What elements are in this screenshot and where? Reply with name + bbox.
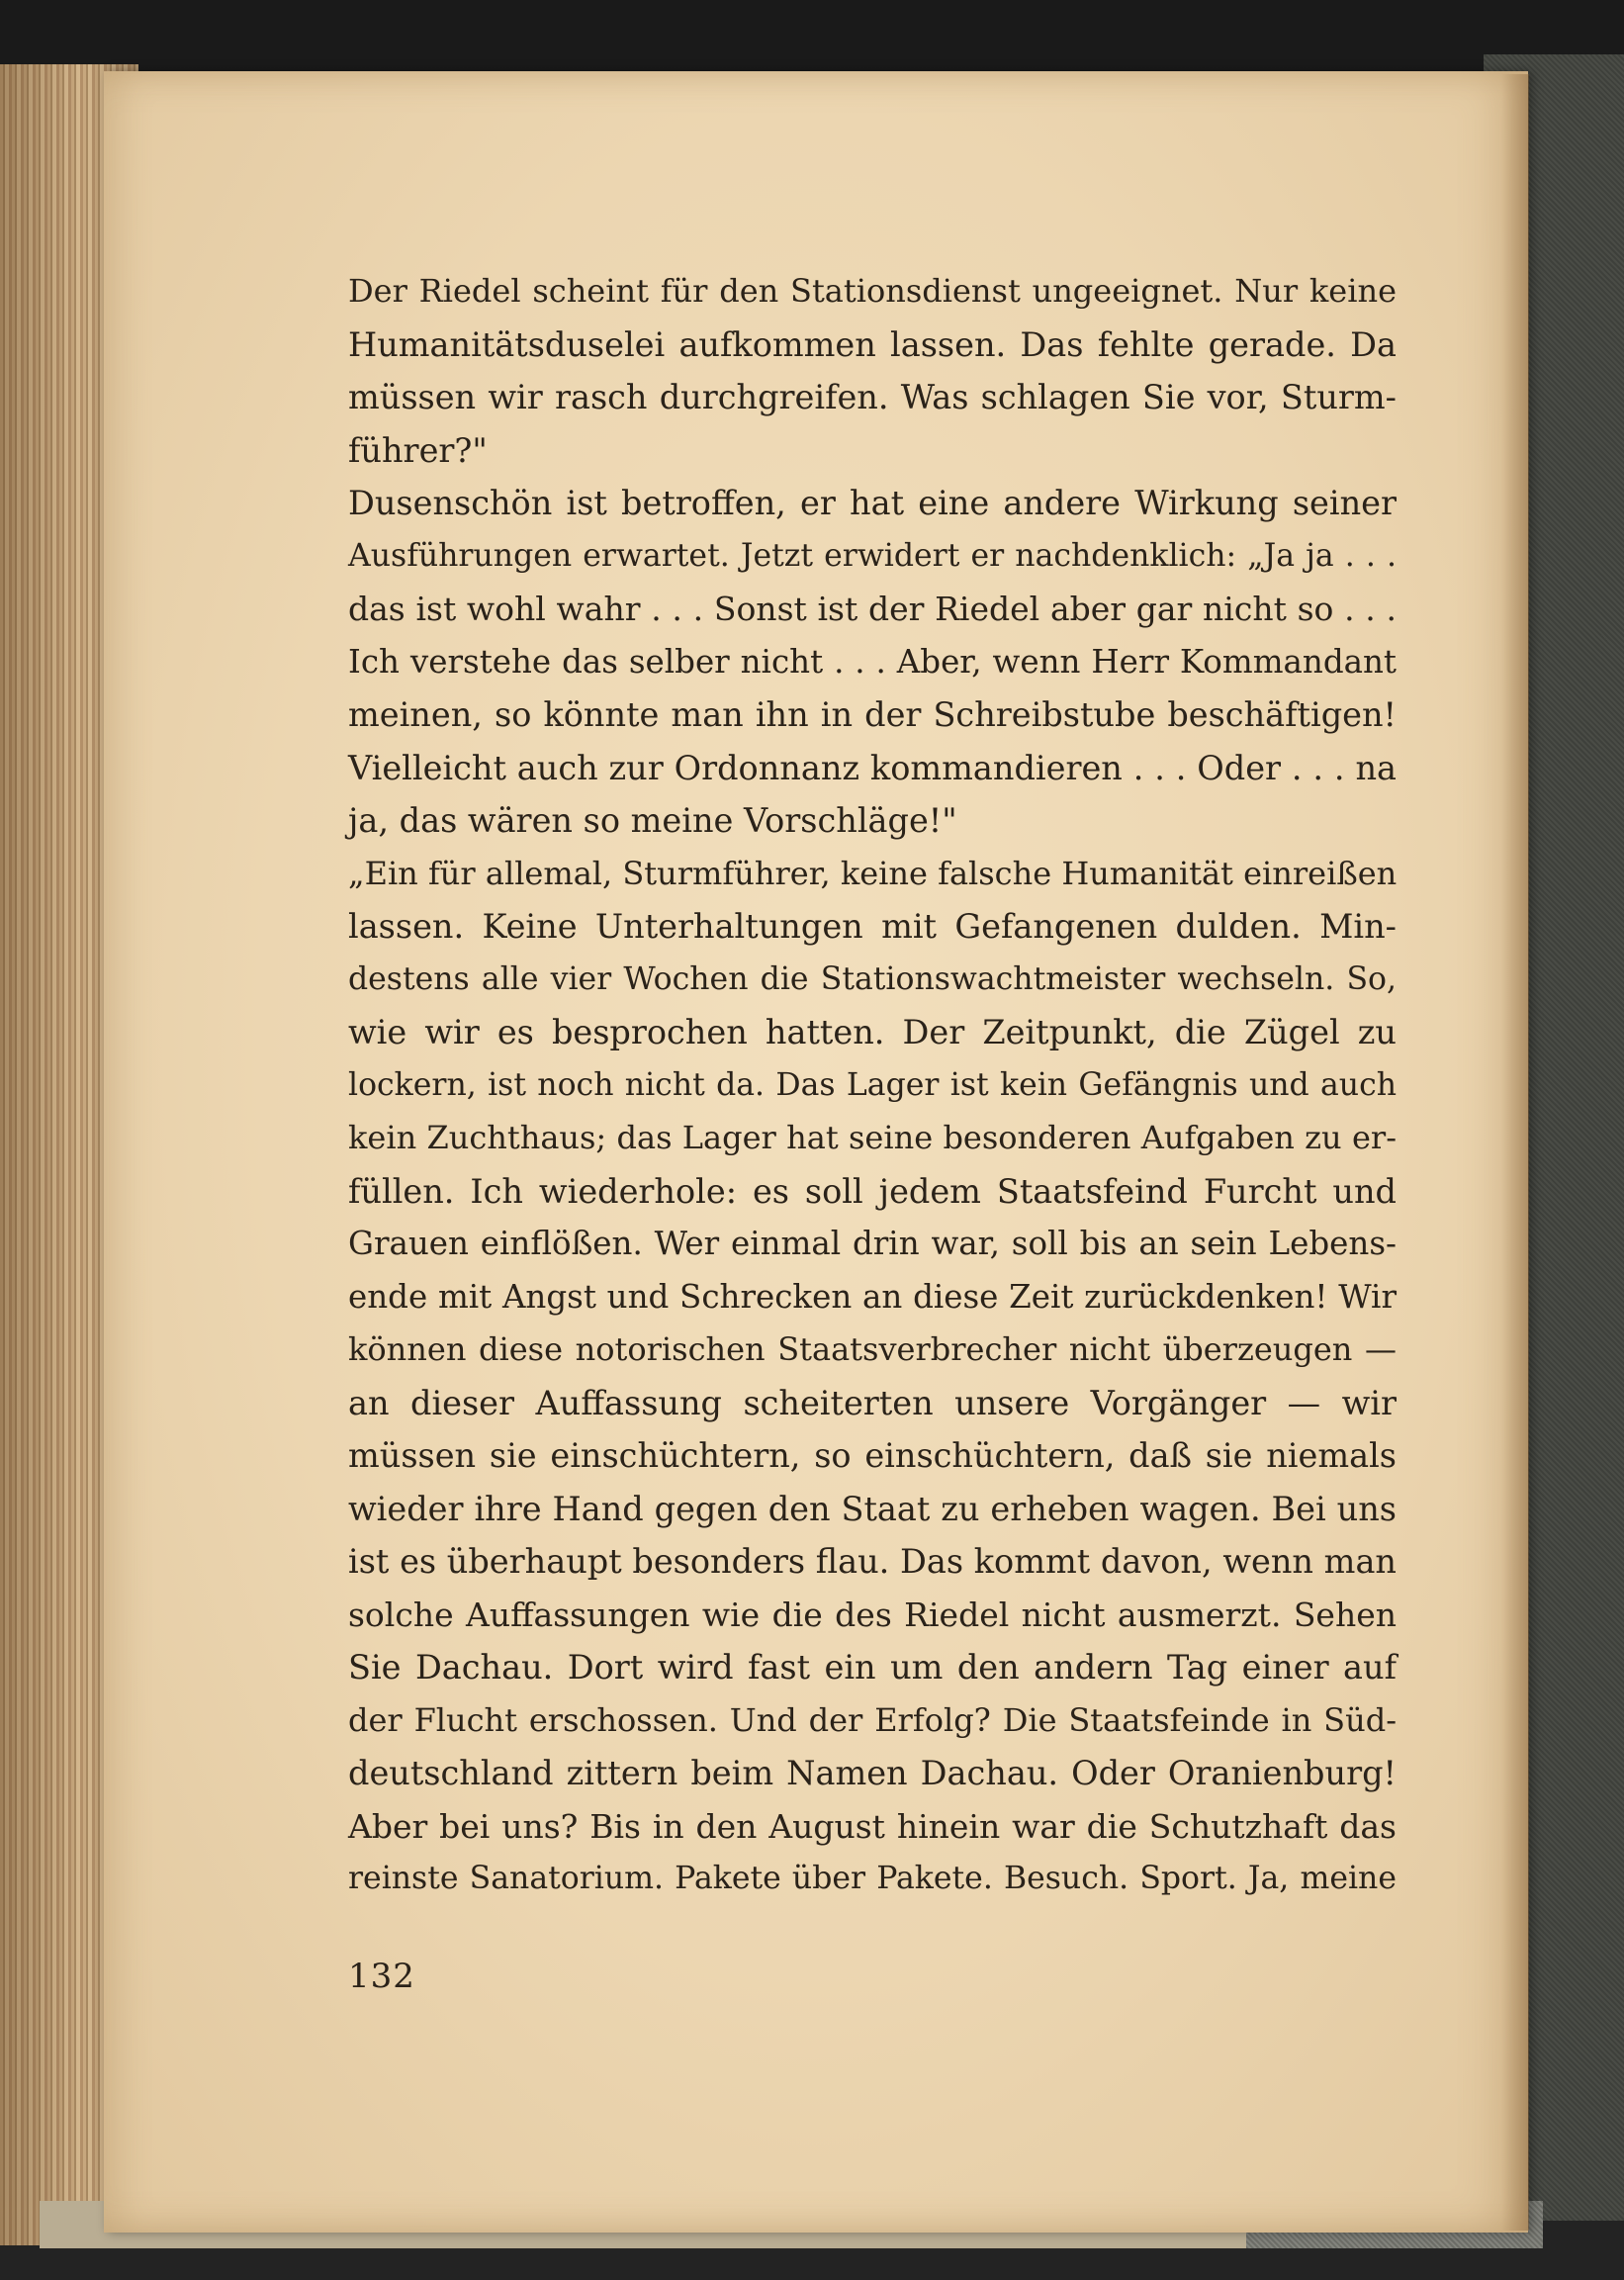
text-line: destens alle vier Wochen die Stationswachtmeister wechseln. So,: [348, 960, 1397, 997]
text-line: lassen. Keine Unterhaltungen mit Gefangenen dulden. Min-: [348, 907, 1397, 946]
text-line: solche Auffassungen wie die des Riedel nicht ausmerzt. Sehen: [348, 1595, 1397, 1634]
text-line: ist es überhaupt besonders flau. Das kommt davon, wenn man: [348, 1542, 1397, 1581]
text-line: kein Zuchthaus; das Lager hat seine besonderen Aufgaben zu er-: [348, 1119, 1397, 1156]
text-line: führer?": [348, 430, 488, 470]
text-line: müssen sie einschüchtern, so einschüchtern, daß sie niemals: [348, 1436, 1397, 1475]
text-line: wieder ihre Hand gegen den Staat zu erheben wagen. Bei uns: [348, 1489, 1397, 1528]
text-line: „Ein für allemal, Sturmführer, keine falsche Humanität einreißen: [348, 854, 1398, 892]
text-line: Grauen einflößen. Wer einmal drin war, soll bis an sein Lebens-: [348, 1225, 1397, 1262]
page-number: 132: [348, 1957, 415, 1996]
page-edge-shadow: [1501, 74, 1529, 2231]
text-line: Ich verstehe das selber nicht . . . Aber, wenn Herr Kommandant: [348, 642, 1397, 681]
text-line: ja, das wären so meine Vorschläge!": [348, 801, 957, 840]
text-line: füllen. Ich wiederhole: es soll jedem Staatsfeind Furcht und: [348, 1171, 1397, 1211]
text-line: Dusenschön ist betroffen, er hat eine andere Wirkung seiner: [348, 484, 1397, 522]
text-line: deutschland zittern beim Namen Dachau. Oder Oranienburg!: [348, 1754, 1397, 1792]
text-line: Sie Dachau. Dort wird fast ein um den andern Tag einer auf: [348, 1648, 1397, 1687]
text-line: meinen, so könnte man ihn in der Schreibstube beschäftigen!: [348, 695, 1397, 734]
text-line: ende mit Angst und Schrecken an diese Zeit zurückdenken! Wir: [348, 1277, 1397, 1316]
text-line: der Flucht erschossen. Und der Erfolg? Die Staatsfeinde in Süd-: [348, 1700, 1397, 1739]
text-line: Der Riedel scheint für den Stationsdienst ungeeignet. Nur keine: [348, 272, 1397, 310]
text-line: reinste Sanatorium. Pakete über Pakete. Besuch. Sport. Ja, meine: [348, 1861, 1397, 1896]
body-text: [348, 265, 1397, 1906]
text-line: können diese notorischen Staatsverbrecher nicht überzeugen —: [348, 1330, 1397, 1368]
text-line: Humanitätsduselei aufkommen lassen. Das fehlte gerade. Da: [348, 324, 1397, 364]
text-line: Aber bei uns? Bis in den August hinein war die Schutzhaft das: [348, 1806, 1397, 1846]
text-line: das ist wohl wahr . . . Sonst ist der Riedel aber gar nicht so . . .: [348, 590, 1397, 628]
text-line: wie wir es besprochen hatten. Der Zeitpunkt, die Zügel zu: [348, 1013, 1397, 1051]
text-line: Vielleicht auch zur Ordonnanz kommandieren . . . Oder . . . na: [348, 748, 1397, 787]
text-line: müssen wir rasch durchgreifen. Was schlagen Sie vor, Sturm-: [348, 378, 1397, 416]
text-line: lockern, ist noch nicht da. Das Lager ist kein Gefängnis und auch: [348, 1066, 1397, 1103]
text-line: Ausführungen erwartet. Jetzt erwidert er nachdenklich: „Ja ja . . .: [348, 537, 1397, 574]
text-line: an dieser Auffassung scheiterten unsere Vorgänger — wir: [348, 1383, 1397, 1422]
